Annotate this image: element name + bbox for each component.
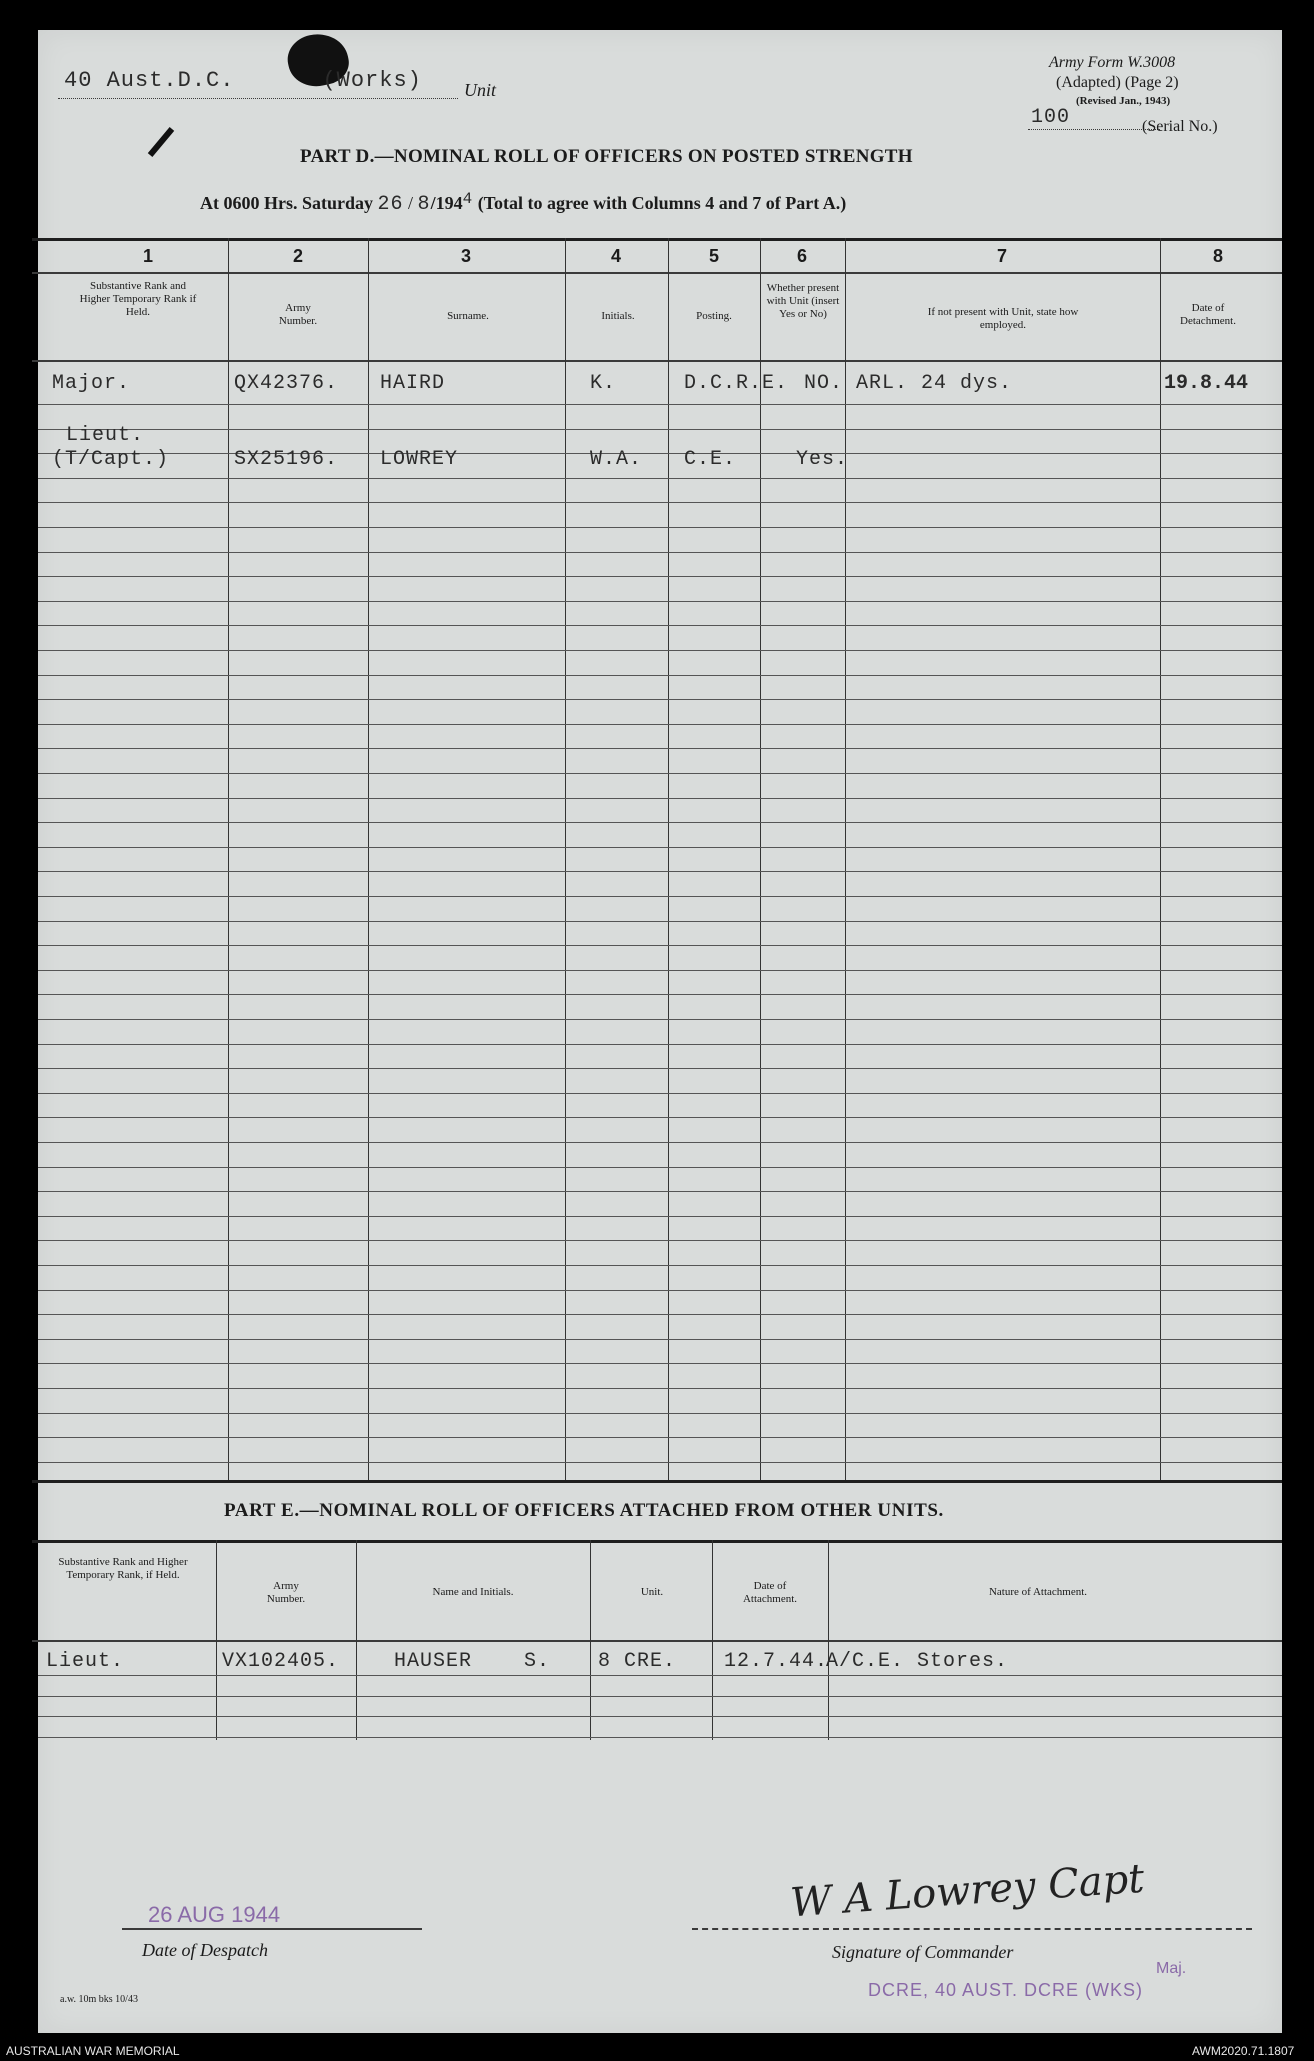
ruled-line (38, 1696, 1282, 1697)
ruled-line (38, 1142, 1282, 1143)
col-divider (712, 1540, 713, 1740)
ruled-line (38, 650, 1282, 651)
ruled-line (38, 1117, 1282, 1118)
col-divider (590, 1540, 591, 1740)
row1-date: 19.8.44 (1164, 372, 1249, 395)
ruled-line (38, 601, 1282, 602)
e-col-header-name: Name and Initials. (432, 1586, 514, 1598)
ruled-line (38, 1737, 1282, 1738)
ruled-line (38, 1093, 1282, 1094)
row2-rank-line2: (T/Capt.) (52, 448, 170, 471)
rank-stamp: Maj. (1156, 1960, 1187, 1977)
col-divider (845, 238, 846, 1480)
signature-line (692, 1928, 1252, 1930)
ruled-line (38, 1019, 1282, 1020)
part-d-title: PART D.—NOMINAL ROLL OF OFFICERS ON POSTED STRENGTH (300, 146, 913, 167)
signature-label: Signature of Commander (832, 1942, 1014, 1962)
ruled-line (38, 1413, 1282, 1414)
col-divider (1160, 238, 1161, 1480)
col-divider (228, 238, 229, 1480)
ruled-line (38, 625, 1282, 626)
form-sheet (38, 30, 1282, 2033)
e-col-header-unit: Unit. (640, 1586, 664, 1598)
ruled-line (38, 1363, 1282, 1364)
ruled-line (38, 994, 1282, 995)
row2-posting: C.E. (684, 448, 737, 471)
col-header-army-number: Army Number. (278, 302, 318, 327)
ruled-line (38, 773, 1282, 774)
ruled-line (38, 822, 1282, 823)
e-row1-name: HAUSER S. (394, 1650, 551, 1673)
ruled-line (38, 871, 1282, 872)
col-header-initials: Initials. (601, 310, 635, 322)
ruled-line (38, 429, 1282, 430)
row1-surname: HAIRD (380, 372, 446, 395)
row1-army-no: QX42376. (234, 372, 339, 395)
unit-value: 40 Aust.D.C. (Works) (64, 68, 422, 93)
col-divider (565, 238, 566, 1480)
ruled-line (38, 478, 1282, 479)
part-e-header-rule (32, 1640, 1282, 1642)
col-number: 6 (796, 246, 807, 266)
ruled-line (38, 1675, 1282, 1676)
ruled-line (38, 552, 1282, 553)
despatch-label: Date of Despatch (142, 1940, 268, 1960)
ruled-line (38, 1216, 1282, 1217)
commander-signature: W A Lowrey Capt (788, 1855, 1146, 1927)
ruled-line (38, 1462, 1282, 1463)
col-number: 8 (1212, 246, 1223, 266)
ruled-line (38, 945, 1282, 946)
ruled-line (38, 1339, 1282, 1340)
ruled-line (38, 970, 1282, 971)
col-number: 5 (708, 246, 719, 266)
ruled-line (38, 798, 1282, 799)
col-header-detachment: Date of Detachment. (1180, 302, 1236, 327)
col-header-surname: Surname. (447, 310, 489, 322)
e-col-header-attachment-date: Date of Attachment. (742, 1580, 798, 1605)
ruled-line (38, 1167, 1282, 1168)
col-divider (668, 238, 669, 1480)
col-number: 4 (610, 246, 621, 266)
serial-underline (1028, 129, 1160, 130)
ruled-line (38, 675, 1282, 676)
ruled-line (38, 576, 1282, 577)
ruled-line (38, 1240, 1282, 1241)
col-header-rank: Substantive Rank and Higher Temporary Rank if Held. (79, 280, 197, 318)
e-col-header-army-number: Army Number. (266, 1580, 306, 1605)
ruled-line (38, 1191, 1282, 1192)
col-divider (368, 238, 369, 1480)
unit-label: Unit (464, 80, 497, 100)
ruled-line (38, 1265, 1282, 1266)
row2-initials: W.A. (590, 448, 643, 471)
date-line: At 0600 Hrs. Saturday 26 / 8/1944 (Total to agree with Columns 4 and 7 of Part A.) (200, 190, 847, 216)
ruled-line (38, 748, 1282, 749)
col-divider (356, 1540, 357, 1740)
col-number: 3 (460, 246, 471, 266)
e-row1-rank: Lieut. (46, 1650, 125, 1673)
part-d-top-rule (32, 238, 1282, 241)
e-row1-army-no: VX102405. (222, 1650, 340, 1673)
col-divider (216, 1540, 217, 1740)
ruled-line (38, 502, 1282, 503)
ruled-line (38, 1044, 1282, 1045)
ruled-line (38, 1716, 1282, 1717)
form-adapted: (Adapted) (Page 2) (1056, 74, 1179, 91)
row2-rank-line1: Lieut. (66, 424, 145, 447)
ruled-line (38, 1068, 1282, 1069)
ruled-line (38, 453, 1282, 454)
ruled-line (38, 1314, 1282, 1315)
row2-present: Yes. (796, 448, 849, 471)
row2-surname: LOWREY (380, 448, 459, 471)
serial-label: (Serial No.) (1142, 118, 1218, 135)
despatch-line (122, 1928, 422, 1930)
despatch-date-stamp: 26 AUG 1944 (148, 1902, 281, 1927)
date-day: 26 (377, 193, 404, 216)
e-row1-unit: 8 CRE. (598, 1650, 677, 1673)
row1-posting: D.C.R.E. (684, 372, 789, 395)
print-code: a.w. 10m bks 10/43 (60, 1994, 138, 2005)
unit-stamp: DCRE, 40 AUST. DCRE (WKS) (868, 1980, 1144, 2000)
ruled-line (38, 896, 1282, 897)
col-header-present: Whether present with Unit (insert Yes or No) (766, 282, 840, 320)
date-month: 8 (417, 193, 431, 216)
ruled-line (38, 1388, 1282, 1389)
row1-present: NO. (804, 372, 844, 395)
e-row1-nature: A/C.E. Stores. (826, 1650, 1009, 1673)
ruled-line (38, 847, 1282, 848)
e-col-header-nature: Nature of Attachment. (988, 1586, 1088, 1598)
ruled-line (38, 699, 1282, 700)
row2-army-no: SX25196. (234, 448, 339, 471)
archive-credit-left: AUSTRALIAN WAR MEMORIAL (6, 2044, 180, 2058)
e-col-header-rank: Substantive Rank and Higher Temporary Rank, if Held. (58, 1556, 188, 1581)
col-number: 7 (996, 246, 1007, 266)
row1-initials: K. (590, 372, 617, 395)
part-e-top-rule (32, 1540, 1282, 1543)
ruled-line (38, 527, 1282, 528)
part-d-header-rule (32, 360, 1282, 362)
archive-credit-right: AWM2020.71.1807 (1192, 2044, 1295, 2058)
ruled-line (38, 724, 1282, 725)
col-number: 2 (292, 246, 303, 266)
serial-value: 100 (1031, 106, 1071, 129)
form-revised: (Revised Jan., 1943) (1076, 95, 1171, 107)
col-header-posting: Posting. (696, 310, 732, 322)
row1-rank: Major. (52, 372, 131, 395)
ink-mark (148, 127, 174, 157)
part-d-number-rule (32, 272, 1282, 274)
part-d-bottom-rule (32, 1480, 1282, 1483)
part-e-title: PART E.—NOMINAL ROLL OF OFFICERS ATTACHED FROM OTHER UNITS. (224, 1500, 944, 1521)
col-header-employment: If not present with Unit, state how employed. (927, 306, 1079, 331)
form-name: Army Form W.3008 (1049, 54, 1176, 71)
unit-underline (58, 98, 458, 99)
col-number: 1 (142, 246, 153, 266)
e-row1-date: 12.7.44. (724, 1650, 829, 1673)
col-divider (828, 1540, 829, 1740)
ruled-line (38, 1437, 1282, 1438)
row1-employment: ARL. 24 dys. (856, 372, 1013, 395)
col-divider (760, 238, 761, 1480)
ruled-line (38, 404, 1282, 405)
ruled-line (38, 1290, 1282, 1291)
ruled-line (38, 921, 1282, 922)
